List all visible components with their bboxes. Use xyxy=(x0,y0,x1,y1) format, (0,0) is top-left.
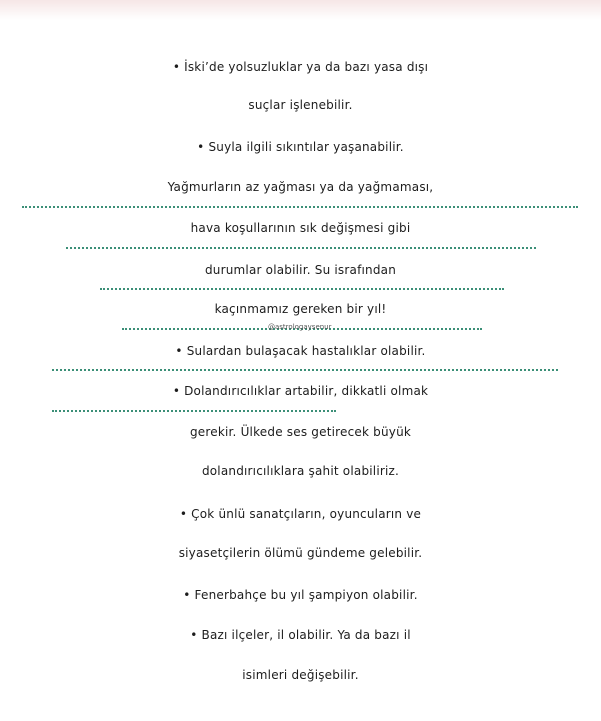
text-line-8: • Sulardan bulaşacak hastalıklar olabilir. xyxy=(175,344,426,358)
dotted-underline xyxy=(52,410,336,412)
text-line-16: isimleri değişebilir. xyxy=(242,668,359,682)
text-line-2: suçlar işlenebilir. xyxy=(248,98,353,112)
text-line-12: • Çok ünlü sanatçıların, oyuncuların ve xyxy=(179,507,422,521)
text-line-5: hava koşullarının sık değişmesi gibi xyxy=(190,221,411,235)
text-line-15: • Bazı ilçeler, il olabilir. Ya da bazı il xyxy=(190,628,411,642)
text-line-7: kaçınmamız gereken bir yıl! xyxy=(214,302,387,316)
dotted-underline xyxy=(66,247,536,249)
dotted-underline xyxy=(22,206,578,208)
dotted-underline xyxy=(100,288,504,290)
text-line-4: Yağmurların az yağması ya da yağmaması, xyxy=(167,180,434,194)
text-line-3: • Suyla ilgili sıkıntılar yaşanabilir. xyxy=(197,140,404,154)
watermark-handle: @astrologaysenur xyxy=(268,323,332,331)
text-line-13: siyasetçilerin ölümü gündeme gelebilir. xyxy=(178,546,423,560)
text-line-14: • Fenerbahçe bu yıl şampiyon olabilir. xyxy=(183,588,418,602)
text-line-1: • İski’de yolsuzluklar ya da bazı yasa dışı xyxy=(172,60,429,74)
text-line-10: gerekir. Ülkede ses getirecek büyük xyxy=(189,425,412,439)
dotted-underline xyxy=(52,369,558,371)
text-line-6: durumlar olabilir. Su israfından xyxy=(204,263,397,277)
text-line-11: dolandırıcılıklara şahit olabiliriz. xyxy=(201,464,400,478)
text-line-9: • Dolandırıcılıklar artabilir, dikkatli olmak xyxy=(172,384,429,398)
